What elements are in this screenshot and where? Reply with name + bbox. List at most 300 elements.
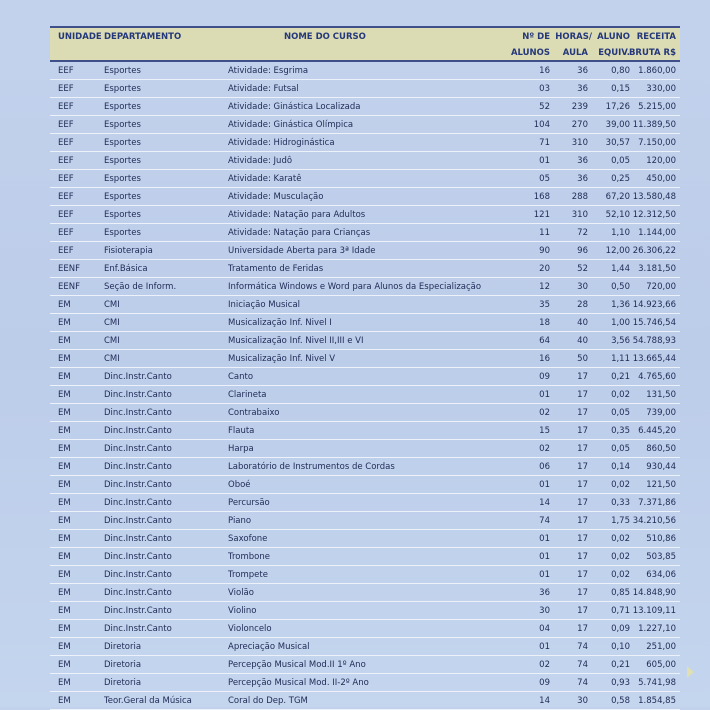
cell-horas: 17 — [577, 462, 588, 472]
table-row — [50, 314, 680, 332]
cell-departamento: CMI — [104, 300, 120, 310]
cell-receita: 120,00 — [646, 156, 676, 166]
cell-curso: Canto — [228, 372, 254, 382]
cell-horas: 74 — [577, 660, 588, 670]
cell-unidade: EEF — [58, 210, 74, 220]
cell-alunos: 64 — [539, 336, 550, 346]
table-row — [50, 440, 680, 458]
cell-curso: Atividade: Musculação — [228, 192, 324, 202]
cell-receita: 6.445,20 — [638, 426, 676, 436]
cell-horas: 17 — [577, 480, 588, 490]
header-equiv-line1: ALUNO — [597, 32, 630, 42]
cell-departamento: Diretoria — [104, 660, 142, 670]
cell-receita: 860,50 — [646, 444, 676, 454]
cell-receita: 7.371,86 — [638, 498, 676, 508]
cell-receita: 11.389,50 — [632, 120, 676, 130]
cell-aluno-equiv: 0,15 — [611, 84, 630, 94]
cell-aluno-equiv: 0,80 — [611, 66, 630, 76]
cell-unidade: EEF — [58, 246, 74, 256]
cell-curso: Musicalização Inf. Nivel V — [228, 354, 336, 364]
cell-receita: 34.210,56 — [632, 516, 676, 526]
cell-unidade: EM — [58, 516, 71, 526]
table-row — [50, 296, 680, 314]
cell-aluno-equiv: 0,14 — [611, 462, 630, 472]
table-row — [50, 116, 680, 134]
cell-unidade: EM — [58, 588, 71, 598]
cell-horas: 72 — [577, 228, 588, 238]
cell-horas: 17 — [577, 426, 588, 436]
cell-departamento: Dinc.Instr.Canto — [104, 606, 172, 616]
cell-horas: 17 — [577, 606, 588, 616]
cell-departamento: Dinc.Instr.Canto — [104, 444, 172, 454]
cell-receita: 1.854,85 — [638, 696, 676, 706]
cell-departamento: CMI — [104, 336, 120, 346]
cell-alunos: 12 — [539, 282, 550, 292]
cell-unidade: EM — [58, 552, 71, 562]
cell-horas: 17 — [577, 552, 588, 562]
cell-alunos: 15 — [539, 426, 550, 436]
cell-aluno-equiv: 1,00 — [611, 318, 630, 328]
cell-aluno-equiv: 0,35 — [611, 426, 630, 436]
cell-curso: Atividade: Hidroginástica — [228, 138, 335, 148]
cell-departamento: CMI — [104, 318, 120, 328]
header-departamento: DEPARTAMENTO — [104, 32, 182, 42]
cell-alunos: 16 — [539, 354, 550, 364]
header-curso: NOME DO CURSO — [284, 32, 366, 42]
cell-unidade: EM — [58, 534, 71, 544]
cell-unidade: EM — [58, 660, 71, 670]
cell-unidade: EM — [58, 642, 71, 652]
cell-departamento: Esportes — [104, 156, 141, 166]
table-row — [50, 422, 680, 440]
cell-curso: Percursão — [228, 498, 270, 508]
cell-aluno-equiv: 0,02 — [611, 534, 630, 544]
cell-receita: 1.144,00 — [638, 228, 676, 238]
cell-alunos: 35 — [539, 300, 550, 310]
cell-departamento: Dinc.Instr.Canto — [104, 516, 172, 526]
cell-curso: Percepção Musical Mod. II-2º Ano — [228, 678, 369, 688]
cell-curso: Musicalização Inf. Nivel I — [228, 318, 332, 328]
table-row — [50, 656, 680, 674]
header-alunos-line2: ALUNOS — [510, 48, 550, 58]
cell-aluno-equiv: 0,05 — [611, 408, 630, 418]
cell-receita: 13.580,48 — [632, 192, 676, 202]
cell-unidade: EM — [58, 336, 71, 346]
cell-alunos: 104 — [533, 120, 550, 130]
cell-unidade: EM — [58, 426, 71, 436]
header-unidade: UNIDADE — [58, 32, 102, 42]
cell-alunos: 18 — [539, 318, 550, 328]
table-row — [50, 242, 680, 260]
cell-unidade: EM — [58, 318, 71, 328]
cell-curso: Violoncelo — [228, 624, 272, 634]
cell-curso: Harpa — [228, 444, 254, 454]
cell-curso: Atividade: Natação para Adultos — [228, 210, 366, 220]
cell-aluno-equiv: 0,71 — [611, 606, 630, 616]
cell-departamento: Dinc.Instr.Canto — [104, 588, 172, 598]
table-row — [50, 224, 680, 242]
cell-unidade: EM — [58, 408, 71, 418]
cell-alunos: 11 — [539, 228, 550, 238]
cell-receita: 930,44 — [646, 462, 676, 472]
table-row — [50, 602, 680, 620]
table-row — [50, 206, 680, 224]
cell-horas: 40 — [577, 318, 588, 328]
cell-departamento: Dinc.Instr.Canto — [104, 372, 172, 382]
cell-horas: 310 — [571, 210, 588, 220]
cell-alunos: 16 — [539, 66, 550, 76]
cell-aluno-equiv: 39,00 — [605, 120, 630, 130]
cell-departamento: Esportes — [104, 66, 141, 76]
table-row — [50, 638, 680, 656]
cell-curso: Atividade: Natação para Crianças — [228, 228, 371, 238]
cell-curso: Violão — [228, 588, 254, 598]
cell-curso: Atividade: Esgrima — [228, 66, 309, 76]
cell-unidade: EEF — [58, 228, 74, 238]
cell-unidade: EEF — [58, 192, 74, 202]
cell-aluno-equiv: 0,50 — [611, 282, 630, 292]
cell-alunos: 01 — [539, 156, 550, 166]
cell-unidade: EM — [58, 444, 71, 454]
table-row — [50, 458, 680, 476]
cell-unidade: EEF — [58, 138, 74, 148]
cell-aluno-equiv: 0,21 — [611, 660, 630, 670]
cell-horas: 50 — [577, 354, 588, 364]
cell-receita: 131,50 — [646, 390, 676, 400]
cell-unidade: EM — [58, 462, 71, 472]
cell-unidade: EENF — [58, 282, 80, 292]
cell-receita: 12.312,50 — [632, 210, 676, 220]
table-row — [50, 80, 680, 98]
table-row — [50, 170, 680, 188]
table-row — [50, 152, 680, 170]
cell-curso: Tratamento de Feridas — [228, 264, 324, 274]
cell-horas: 36 — [577, 84, 588, 94]
cell-receita: 54.788,93 — [632, 336, 676, 346]
table-row — [50, 584, 680, 602]
header-receita-line2: BRUTA R$ — [628, 48, 676, 58]
cell-aluno-equiv: 0,02 — [611, 480, 630, 490]
cell-alunos: 71 — [539, 138, 550, 148]
header-receita-line1: RECEITA — [636, 32, 676, 42]
cell-curso: Coral do Dep. TGM — [228, 696, 308, 706]
cell-horas: 52 — [577, 264, 588, 274]
cell-aluno-equiv: 12,00 — [605, 246, 630, 256]
cell-departamento: Dinc.Instr.Canto — [104, 624, 172, 634]
cell-curso: Piano — [228, 516, 252, 526]
cell-receita: 1.227,10 — [638, 624, 676, 634]
cell-horas: 270 — [571, 120, 588, 130]
cell-aluno-equiv: 1,10 — [611, 228, 630, 238]
cell-curso: Atividade: Karatê — [228, 174, 302, 184]
table-row — [50, 134, 680, 152]
cell-curso: Iniciação Musical — [228, 300, 301, 310]
cell-receita: 510,86 — [646, 534, 676, 544]
cell-aluno-equiv: 52,10 — [605, 210, 630, 220]
cell-departamento: Dinc.Instr.Canto — [104, 570, 172, 580]
cell-unidade: EM — [58, 498, 71, 508]
cell-horas: 40 — [577, 336, 588, 346]
cell-unidade: EM — [58, 354, 71, 364]
cell-unidade: EM — [58, 390, 71, 400]
cell-horas: 36 — [577, 66, 588, 76]
cell-alunos: 01 — [539, 570, 550, 580]
cell-receita: 720,00 — [646, 282, 676, 292]
header-horas-line2: AULA — [562, 48, 588, 58]
cell-departamento: Enf.Básica — [104, 264, 148, 274]
cell-receita: 739,00 — [646, 408, 676, 418]
cell-aluno-equiv: 1,11 — [611, 354, 630, 364]
cell-alunos: 05 — [539, 174, 550, 184]
table-row — [50, 548, 680, 566]
cell-alunos: 74 — [539, 516, 550, 526]
cell-curso: Atividade: Ginástica Localizada — [228, 102, 361, 112]
table-row — [50, 386, 680, 404]
cell-horas: 239 — [571, 102, 588, 112]
cell-departamento: Dinc.Instr.Canto — [104, 408, 172, 418]
cell-alunos: 01 — [539, 480, 550, 490]
cell-alunos: 36 — [539, 588, 550, 598]
cell-alunos: 09 — [539, 372, 550, 382]
cell-departamento: Dinc.Instr.Canto — [104, 480, 172, 490]
cell-departamento: Esportes — [104, 228, 141, 238]
table-row — [50, 98, 680, 116]
table-row — [50, 692, 680, 710]
cell-alunos: 03 — [539, 84, 550, 94]
cell-departamento: Teor.Geral da Música — [104, 696, 192, 706]
cell-aluno-equiv: 67,20 — [605, 192, 630, 202]
table-row — [50, 368, 680, 386]
cell-aluno-equiv: 1,36 — [611, 300, 630, 310]
cell-departamento: Dinc.Instr.Canto — [104, 498, 172, 508]
cell-horas: 17 — [577, 498, 588, 508]
cell-horas: 30 — [577, 696, 588, 706]
cell-unidade: EEF — [58, 102, 74, 112]
cell-curso: Informática Windows e Word para Alunos da Especialização — [228, 282, 482, 292]
cell-aluno-equiv: 0,10 — [611, 642, 630, 652]
cell-horas: 17 — [577, 624, 588, 634]
cell-unidade: EEF — [58, 156, 74, 166]
cell-alunos: 01 — [539, 534, 550, 544]
cell-horas: 17 — [577, 534, 588, 544]
cell-alunos: 52 — [539, 102, 550, 112]
cell-horas: 17 — [577, 570, 588, 580]
cell-aluno-equiv: 0,02 — [611, 552, 630, 562]
cell-horas: 96 — [577, 246, 588, 256]
cell-receita: 4.765,60 — [638, 372, 676, 382]
cell-receita: 503,85 — [646, 552, 676, 562]
cell-horas: 28 — [577, 300, 588, 310]
cell-departamento: Esportes — [104, 138, 141, 148]
header-equiv-line2: EQUIV. — [598, 48, 630, 58]
table-row — [50, 404, 680, 422]
cell-departamento: Dinc.Instr.Canto — [104, 426, 172, 436]
cell-alunos: 01 — [539, 642, 550, 652]
table-row — [50, 512, 680, 530]
cell-unidade: EM — [58, 606, 71, 616]
cell-unidade: EENF — [58, 264, 80, 274]
cell-aluno-equiv: 17,26 — [605, 102, 630, 112]
cell-departamento: Diretoria — [104, 678, 142, 688]
cell-horas: 30 — [577, 282, 588, 292]
table-row — [50, 350, 680, 368]
cell-horas: 17 — [577, 588, 588, 598]
cell-departamento: Dinc.Instr.Canto — [104, 552, 172, 562]
cell-aluno-equiv: 0,21 — [611, 372, 630, 382]
table-row — [50, 566, 680, 584]
cell-horas: 74 — [577, 642, 588, 652]
cell-unidade: EM — [58, 624, 71, 634]
cell-curso: Atividade: Judô — [228, 156, 293, 166]
header-alunos-line1: Nº DE — [522, 32, 550, 42]
cell-receita: 450,00 — [646, 174, 676, 184]
cell-curso: Clarineta — [228, 390, 267, 400]
cell-receita: 330,00 — [646, 84, 676, 94]
cell-alunos: 01 — [539, 552, 550, 562]
cell-departamento: Esportes — [104, 84, 141, 94]
cell-unidade: EM — [58, 696, 71, 706]
cell-receita: 3.181,50 — [638, 264, 676, 274]
cell-unidade: EEF — [58, 84, 74, 94]
cell-alunos: 06 — [539, 462, 550, 472]
cell-departamento: Esportes — [104, 192, 141, 202]
cell-horas: 36 — [577, 174, 588, 184]
cell-aluno-equiv: 0,02 — [611, 390, 630, 400]
cell-curso: Trombone — [228, 552, 270, 562]
cell-aluno-equiv: 0,05 — [611, 444, 630, 454]
cell-alunos: 04 — [539, 624, 550, 634]
cell-departamento: Esportes — [104, 120, 141, 130]
cell-departamento: Seção de Inform. — [104, 282, 177, 292]
table-row — [50, 620, 680, 638]
cell-departamento: Diretoria — [104, 642, 142, 652]
cell-unidade: EM — [58, 480, 71, 490]
cell-curso: Percepção Musical Mod.II 1º Ano — [228, 660, 366, 670]
cell-aluno-equiv: 0,33 — [611, 498, 630, 508]
cell-curso: Musicalização Inf. Nivel II,III e VI — [228, 336, 364, 346]
cell-receita: 251,00 — [646, 642, 676, 652]
courses-table — [50, 26, 680, 710]
cell-curso: Violino — [228, 606, 257, 616]
cell-horas: 310 — [571, 138, 588, 148]
cell-alunos: 90 — [539, 246, 550, 256]
cell-receita: 605,00 — [646, 660, 676, 670]
cell-horas: 17 — [577, 372, 588, 382]
cell-alunos: 121 — [533, 210, 550, 220]
cell-aluno-equiv: 0,85 — [611, 588, 630, 598]
cell-aluno-equiv: 0,93 — [611, 678, 630, 688]
table-row — [50, 494, 680, 512]
table-row — [50, 62, 680, 80]
cell-alunos: 02 — [539, 660, 550, 670]
cell-receita: 121,50 — [646, 480, 676, 490]
cell-unidade: EM — [58, 570, 71, 580]
cell-aluno-equiv: 3,56 — [611, 336, 630, 346]
table-row — [50, 260, 680, 278]
cell-curso: Atividade: Ginástica Olímpica — [228, 120, 354, 130]
cell-alunos: 30 — [539, 606, 550, 616]
cell-curso: Flauta — [228, 426, 255, 436]
cell-receita: 13.665,44 — [632, 354, 676, 364]
cell-receita: 5.741,98 — [638, 678, 676, 688]
cell-receita: 15.746,54 — [632, 318, 676, 328]
cell-curso: Laboratório de Instrumentos de Cordas — [228, 462, 395, 472]
cell-receita: 14.923,66 — [632, 300, 676, 310]
table-row — [50, 476, 680, 494]
cell-alunos: 09 — [539, 678, 550, 688]
cell-receita: 634,06 — [646, 570, 676, 580]
cell-curso: Apreciação Musical — [228, 642, 310, 652]
cell-departamento: Dinc.Instr.Canto — [104, 534, 172, 544]
cell-receita: 26.306,22 — [632, 246, 676, 256]
cell-alunos: 02 — [539, 444, 550, 454]
cell-alunos: 168 — [533, 192, 550, 202]
cell-aluno-equiv: 1,44 — [611, 264, 630, 274]
table-row — [50, 188, 680, 206]
cell-alunos: 14 — [539, 696, 550, 706]
chevron-right-icon[interactable] — [687, 666, 694, 678]
cell-curso: Trompete — [228, 570, 268, 580]
cell-horas: 74 — [577, 678, 588, 688]
cell-departamento: Esportes — [104, 174, 141, 184]
cell-aluno-equiv: 30,57 — [605, 138, 630, 148]
table-row — [50, 674, 680, 692]
cell-aluno-equiv: 0,05 — [611, 156, 630, 166]
cell-receita: 14.848,90 — [632, 588, 676, 598]
cell-curso: Contrabaixo — [228, 408, 280, 418]
table-header — [50, 26, 680, 62]
cell-departamento: Fisioterapia — [104, 246, 153, 256]
cell-departamento: Esportes — [104, 102, 141, 112]
cell-unidade: EM — [58, 678, 71, 688]
cell-receita: 1.860,00 — [638, 66, 676, 76]
table-body — [50, 62, 680, 710]
cell-receita: 5.215,00 — [638, 102, 676, 112]
cell-aluno-equiv: 0,02 — [611, 570, 630, 580]
cell-horas: 17 — [577, 408, 588, 418]
table-row — [50, 530, 680, 548]
cell-horas: 288 — [571, 192, 588, 202]
cell-unidade: EM — [58, 372, 71, 382]
cell-receita: 13.109,11 — [632, 606, 676, 616]
table-row — [50, 278, 680, 296]
cell-unidade: EEF — [58, 174, 74, 184]
cell-departamento: CMI — [104, 354, 120, 364]
cell-alunos: 14 — [539, 498, 550, 508]
cell-unidade: EM — [58, 300, 71, 310]
cell-aluno-equiv: 0,25 — [611, 174, 630, 184]
cell-aluno-equiv: 0,58 — [611, 696, 630, 706]
cell-horas: 36 — [577, 156, 588, 166]
cell-horas: 17 — [577, 516, 588, 526]
cell-alunos: 01 — [539, 390, 550, 400]
cell-alunos: 20 — [539, 264, 550, 274]
cell-horas: 17 — [577, 444, 588, 454]
cell-curso: Oboé — [228, 480, 251, 490]
cell-unidade: EEF — [58, 66, 74, 76]
cell-unidade: EEF — [58, 120, 74, 130]
cell-departamento: Dinc.Instr.Canto — [104, 462, 172, 472]
cell-curso: Saxofone — [228, 534, 268, 544]
cell-receita: 7.150,00 — [638, 138, 676, 148]
cell-departamento: Esportes — [104, 210, 141, 220]
cell-aluno-equiv: 1,75 — [611, 516, 630, 526]
header-horas-line1: HORAS/ — [555, 32, 592, 42]
cell-curso: Atividade: Futsal — [228, 84, 299, 94]
cell-horas: 17 — [577, 390, 588, 400]
cell-departamento: Dinc.Instr.Canto — [104, 390, 172, 400]
cell-alunos: 02 — [539, 408, 550, 418]
